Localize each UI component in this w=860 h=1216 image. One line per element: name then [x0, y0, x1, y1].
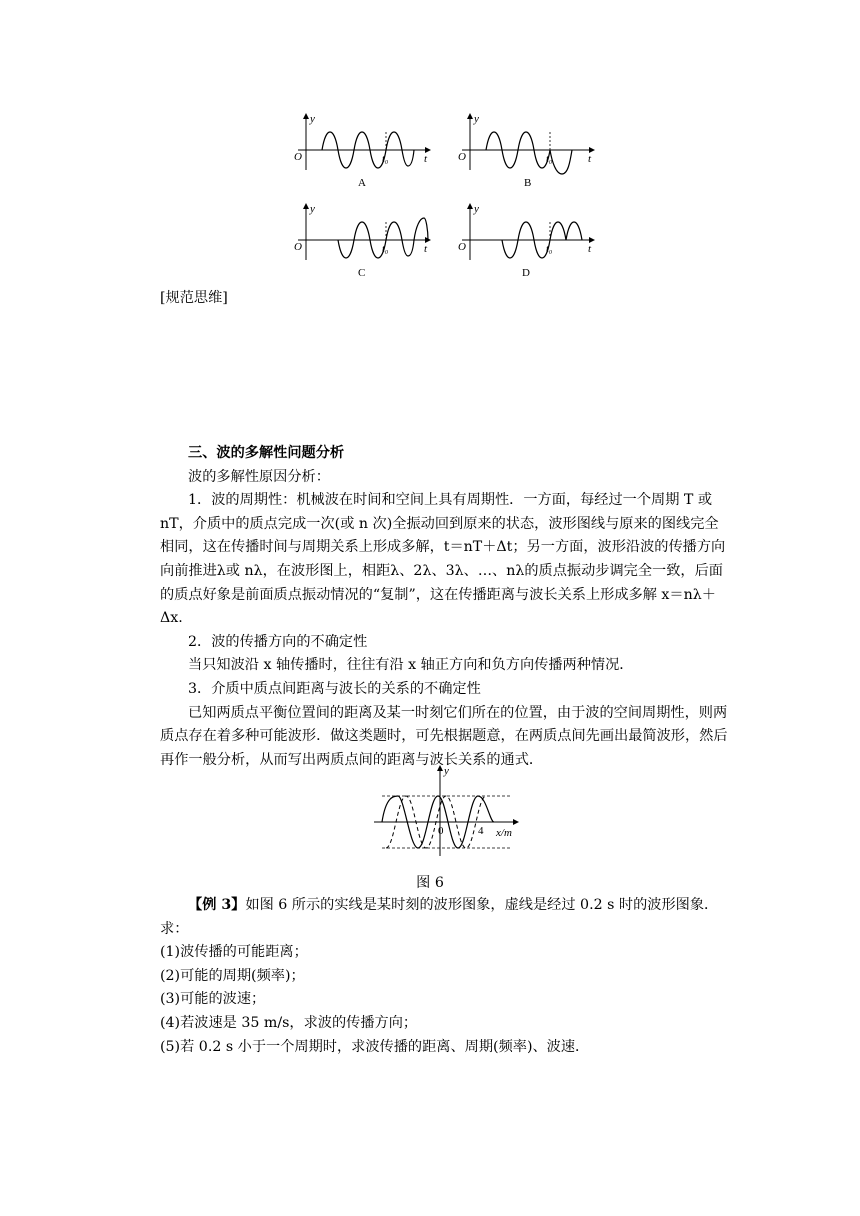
- option-c-y-label: y: [310, 203, 315, 215]
- section3-heading: 三、波的多解性问题分析: [188, 445, 345, 461]
- figure-6-tick: 4: [478, 825, 484, 837]
- options-figure: [280, 108, 610, 280]
- example3-stem: 如图 6 所示的实线是某时刻的波形图象，虚线是经过 0.2 s 时的波形图象．求：: [160, 897, 719, 937]
- option-c-t-label: t: [424, 243, 428, 255]
- example3-tag: 【例 3】: [188, 897, 246, 913]
- section-label: [规范思维]: [160, 290, 228, 306]
- example3-body: [160, 894, 730, 1059]
- option-a-origin: O: [294, 151, 302, 163]
- section3-p2-title: 2．波的传播方向的不确定性: [188, 633, 368, 650]
- option-b-t-label: t: [588, 153, 592, 165]
- figure-6-y-label: y: [444, 765, 449, 777]
- option-a-t-label: t: [424, 153, 428, 165]
- figure-6-x-label: x/m: [496, 827, 512, 839]
- example3-q1: (1)波传播的可能距离；: [160, 944, 308, 961]
- example3-q3: (3)可能的波速；: [160, 991, 266, 1008]
- example3-q5: (5)若 0.2 s 小于一个周期时，求波传播的距离、周期(频率)、波速．: [160, 1038, 590, 1055]
- option-b-graph: [458, 113, 594, 189]
- figure-6-caption: 图 6: [416, 875, 444, 891]
- option-d-y-label: y: [474, 203, 479, 215]
- option-d-label: D: [522, 267, 530, 279]
- option-c-graph: [294, 203, 430, 279]
- section3-body: [160, 442, 730, 772]
- section3-p1: 1．波的周期性：机械波在时间和空间上具有周期性．一方面，每经过一个周期 T 或 nT，介质中的质点完成一次(或 n 次)全振动回到原来的状态，波形图线与原来的图线完全相同，这在传播时间与周期关系上形成多解，t＝nT＋Δt；另一方面，波形沿波的传播方向向前推进λ或 nλ，在波形图上，相距λ、2λ、3λ、…、nλ的质点振动步调完全一致，后面的质点好象是前面质点振动情况的“复制”，这在传播距离与波长关系上形成多解 x＝nλ＋Δx.: [160, 492, 726, 627]
- figure-6-svg: [372, 760, 522, 860]
- options-figure-svg: [280, 108, 610, 280]
- figure-6: [372, 760, 522, 860]
- option-d-graph: [458, 203, 594, 279]
- example3-stem-line: [160, 894, 730, 941]
- option-a-y-label: y: [310, 113, 315, 125]
- option-d-t-label: t: [588, 243, 592, 255]
- figure-6-origin: 0: [438, 825, 444, 837]
- option-c-t0: t₀: [382, 244, 389, 255]
- option-a-graph: [294, 113, 430, 189]
- option-a-t0: t₀: [382, 154, 389, 165]
- option-c-origin: O: [294, 241, 302, 253]
- section3-p3-title: 3．介质中质点间距离与波长的关系的不确定性: [188, 680, 481, 697]
- option-d-t0: t₀: [546, 244, 553, 255]
- option-a-label: A: [358, 177, 366, 189]
- option-b-t0: t₀: [546, 154, 553, 165]
- option-b-y-label: y: [474, 113, 479, 125]
- option-c-label: C: [358, 267, 366, 279]
- option-b-wave: [486, 132, 572, 174]
- section3-p2-body: 当只知波沿 x 轴传播时，往往有沿 x 轴正方向和负方向传播两种情况．: [188, 657, 634, 674]
- example3-q2: (2)可能的周期(频率)；: [160, 967, 305, 984]
- option-b-origin: O: [458, 151, 466, 163]
- option-b-label: B: [524, 177, 532, 189]
- example3-q4: (4)若波速是 35 m/s，求波的传播方向；: [160, 1014, 418, 1031]
- option-d-origin: O: [458, 241, 466, 253]
- section3-intro: 波的多解性原因分析：: [188, 468, 330, 485]
- section3-p3-body: 已知两质点平衡位置间的距离及某一时刻它们所在的位置，由于波的空间周期性，则两质点存在着多种可能波形．做这类题时，可先根据题意，在两质点间先画出最简波形，然后再作一般分析，从而写出两质点间的距离与波长关系的通式．: [160, 704, 728, 768]
